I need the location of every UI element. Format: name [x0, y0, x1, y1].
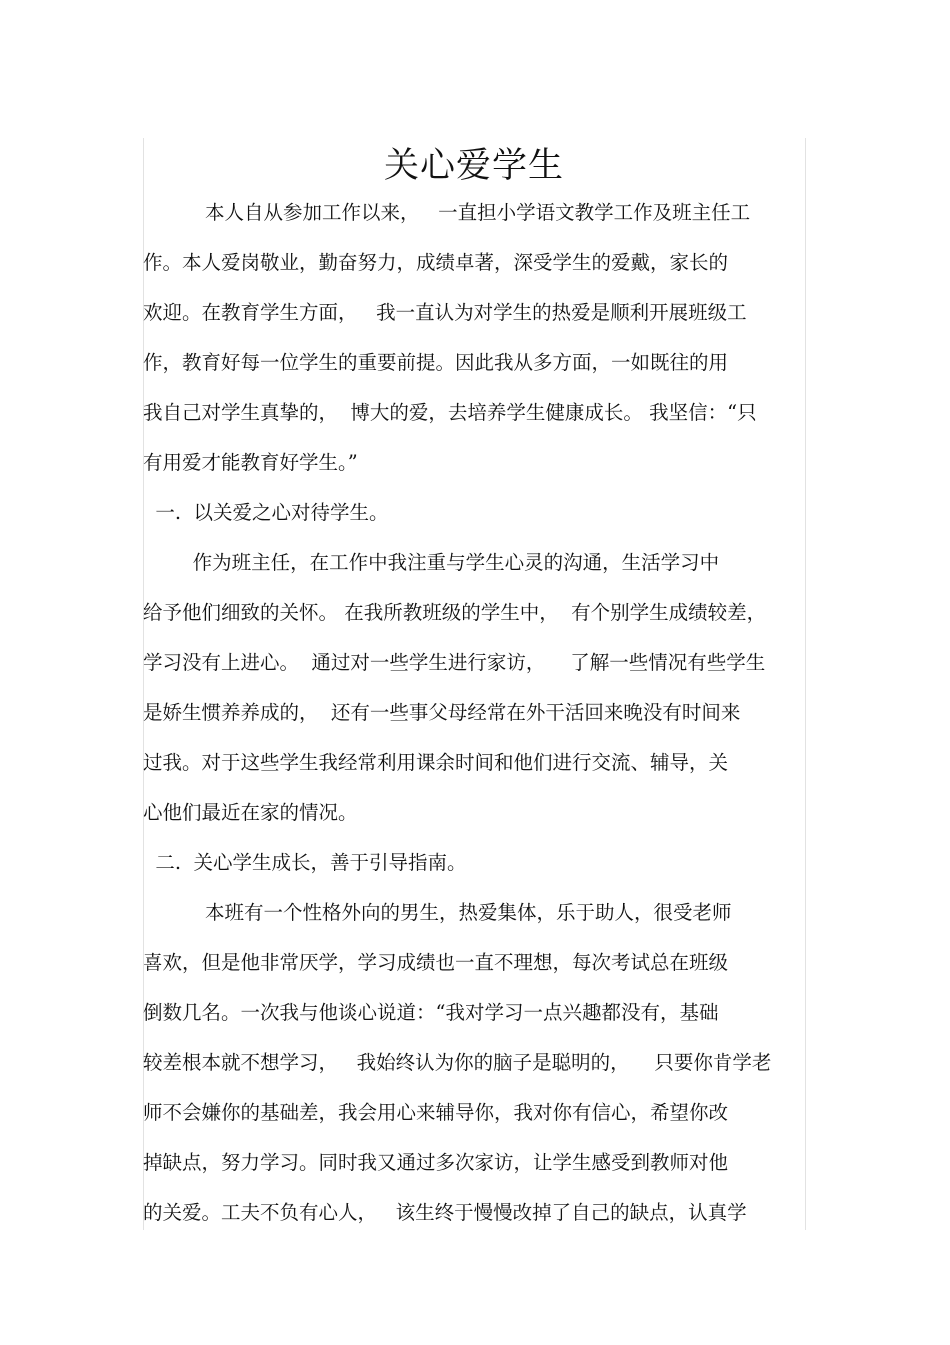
- section-heading-1: 一. 以关爱之心对待学生。: [143, 501, 389, 524]
- text-line: 喜欢，但是他非常厌学，学习成绩也一直不理想，每次考试总在班级: [143, 951, 729, 974]
- text-line: 作，教育好每一位学生的重要前提。因此我从多方面，一如既往的用: [143, 351, 729, 374]
- text-line: 作。本人爱岗敬业，勤奋努力，成绩卓著，深受学生的爱戴，家长的: [143, 251, 729, 274]
- text-line: 给予他们细致的关怀。 在我所教班级的学生中， 有个别学生成绩较差，: [143, 601, 767, 624]
- text-line: 倒数几名。一次我与他谈心说道：“我对学习一点兴趣都没有，基础: [143, 1001, 719, 1024]
- text-line: 心他们最近在家的情况。: [143, 801, 358, 824]
- right-margin-line: [805, 138, 806, 1230]
- text-line: 过我。对于这些学生我经常利用课余时间和他们进行交流、辅导，关: [143, 751, 729, 774]
- text-line: 掉缺点，努力学习。同时我又通过多次家访，让学生感受到教师对他: [143, 1151, 729, 1174]
- text-line: 本班有一个性格外向的男生，热爱集体，乐于助人，很受老师: [143, 901, 732, 924]
- text-line: 是娇生惯养养成的， 还有一些事父母经常在外干活回来晚没有时间来: [143, 701, 741, 724]
- text-line: 的关爱。工夫不负有心人， 该生终于慢慢改掉了自己的缺点，认真学: [143, 1201, 747, 1224]
- text-line: 作为班主任，在工作中我注重与学生心灵的沟通，生活学习中: [143, 551, 720, 574]
- text-line: 本人自从参加工作以来， 一直担小学语文教学工作及班主任工: [143, 201, 751, 224]
- text-line: 师不会嫌你的基础差，我会用心来辅导你，我对你有信心，希望你改: [143, 1101, 729, 1124]
- text-line: 欢迎。在教育学生方面， 我一直认为对学生的热爱是顺利开展班级工: [143, 301, 747, 324]
- text-line: 较差根本就不想学习， 我始终认为你的脑子是聪明的， 只要你肯学老: [143, 1051, 772, 1074]
- text-line: 学习没有上进心。 通过对一些学生进行家访， 了解一些情况有些学生: [143, 651, 766, 674]
- text-line: 有用爱才能教育好学生。”: [143, 451, 358, 474]
- document-title: 关心爱学生: [383, 146, 564, 186]
- section-heading-2: 二. 关心学生成长，善于引导指南。: [143, 851, 467, 874]
- text-line: 我自己对学生真挚的， 博大的爱，去培养学生健康成长。 我坚信：“只: [143, 401, 757, 424]
